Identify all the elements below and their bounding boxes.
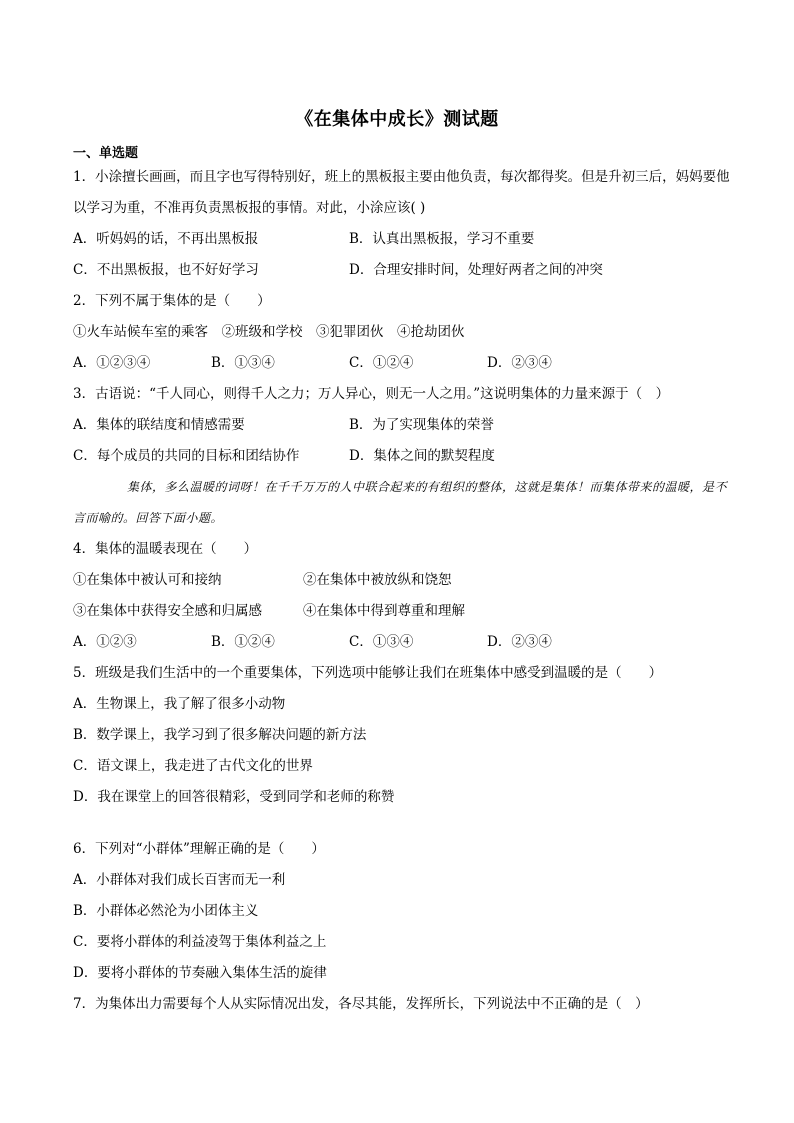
question-7-stem: 7．为集体出力需要每个人从实际情况出发，各尽其能，发挥所长，下列说法中不正确的是（ ） xyxy=(73,996,649,1012)
question-2-options xyxy=(73,348,733,379)
question-4-option-b: B．①②④ xyxy=(211,634,275,650)
question-4-stem: 4．集体的温暖表现在（ ） xyxy=(73,541,258,557)
question-1-options-row-1 xyxy=(73,224,733,255)
question-1-option-d: D．合理安排时间，处理好两者之间的冲突 xyxy=(349,262,603,278)
question-1-options-row-2 xyxy=(73,255,733,286)
question-6-option-d: D．要将小群体的节奏融入集体生活的旋律 xyxy=(73,965,327,981)
reading-passage: 集体，多么温暖的词呀！在千千万万的人中联合起来的有组织的整体，这就是集体！而集体带来的温暖，是不言而喻的。回答下面小题。 xyxy=(73,480,728,525)
question-2-option-b: B．①③④ xyxy=(211,355,275,371)
question-2-option-d: D．②③④ xyxy=(487,355,552,371)
question-3-option-c: C．每个成员的共同的目标和团结协作 xyxy=(73,448,300,464)
question-4-option-d: D．②③④ xyxy=(487,634,552,650)
question-3-options-row-1 xyxy=(73,410,733,441)
question-1-option-b: B．认真出黑板报，学习不重要 xyxy=(349,231,535,247)
question-4-item-1: ①在集体中被认可和接纳 xyxy=(73,572,222,588)
question-5-stem: 5．班级是我们生活中的一个重要集体，下列选项中能够让我们在班集体中感受到温暖的是（ ） xyxy=(73,665,663,681)
question-1-stem: 1．小涂擅长画画，而且字也写得特别好，班上的黑板报主要由他负责，每次都得奖。但是升初三后，妈妈要他以学习为重，不准再负责黑板报的事情。对此，小涂应该( ) xyxy=(73,169,730,216)
question-5-option-a: A．生物课上，我了解了很多小动物 xyxy=(73,696,286,712)
question-3-option-d: D．集体之间的默契程度 xyxy=(349,448,495,464)
question-4-item-3: ③在集体中获得安全感和归属感 xyxy=(73,603,262,619)
spacer xyxy=(73,813,733,834)
question-2-items: ①火车站候车室的乘客 ②班级和学校 ③犯罪团伙 ④抢劫团伙 xyxy=(73,324,465,340)
question-4-item-2: ②在集体中被放纵和饶恕 xyxy=(303,572,452,588)
question-2-option-a: A．①②③④ xyxy=(73,355,151,371)
question-5-option-b: B．数学课上，我学习到了很多解决问题的新方法 xyxy=(73,727,367,743)
question-4-option-a: A．①②③ xyxy=(73,634,137,650)
question-4-items-row-1 xyxy=(73,565,733,596)
question-6-option-b: B．小群体必然沦为小团体主义 xyxy=(73,903,259,919)
question-4-item-4: ④在集体中得到尊重和理解 xyxy=(303,603,465,619)
question-4-options xyxy=(73,627,733,658)
question-list xyxy=(73,162,733,1020)
question-3-stem: 3．古语说：“千人同心，则得千人之力；万人异心，则无一人之用。”这说明集体的力量来源于（ ） xyxy=(73,386,670,402)
question-3-option-a: A．集体的联结度和情感需要 xyxy=(73,417,245,433)
question-1-option-c: C．不出黑板报，也不好好学习 xyxy=(73,262,259,278)
question-5-option-c: C．语文课上，我走进了古代文化的世界 xyxy=(73,758,313,774)
page-title: 《在集体中成长》测试题 xyxy=(295,109,499,130)
section-heading: 一、单选题 xyxy=(73,146,139,161)
question-3-option-b: B．为了实现集体的荣誉 xyxy=(349,417,494,433)
question-4-option-c: C．①③④ xyxy=(349,634,414,650)
question-2-option-c: C．①②④ xyxy=(349,355,414,371)
question-1-option-a: A．听妈妈的话，不再出黑板报 xyxy=(73,231,259,247)
question-3-options-row-2 xyxy=(73,441,733,472)
question-5-option-d: D．我在课堂上的回答很精彩，受到同学和老师的称赞 xyxy=(73,789,395,805)
question-2-stem: 2．下列不属于集体的是（ ） xyxy=(73,293,271,309)
question-6-stem: 6．下列对“小群体”理解正确的是（ ） xyxy=(73,841,325,857)
question-6-option-c: C．要将小群体的利益凌驾于集体利益之上 xyxy=(73,934,327,950)
question-4-items-row-2 xyxy=(73,596,733,627)
question-6-option-a: A．小群体对我们成长百害而无一利 xyxy=(73,872,286,888)
